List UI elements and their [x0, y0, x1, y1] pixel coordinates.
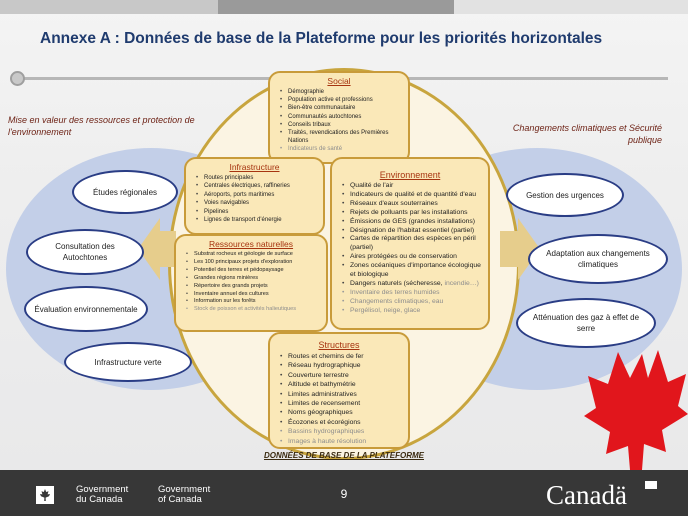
government-name-left — [76, 485, 128, 505]
list-item: • Stock de poisson et activités halieutiques — [186, 306, 320, 314]
canada-wordmark: Canadä — [546, 480, 627, 510]
box-infrastructure-list — [186, 172, 323, 224]
list-item: • Population active et professions — [280, 96, 402, 104]
gov-line: Government — [76, 484, 129, 495]
list-item: • Indicateurs de santé — [280, 145, 402, 153]
rule-dot — [10, 71, 25, 86]
pill-gestion-urgences: Gestion des urgences — [506, 173, 624, 217]
top-bar-segment — [218, 0, 454, 14]
top-bar-segment — [454, 0, 688, 14]
box-social-list — [270, 86, 408, 154]
gov-line: Government — [158, 484, 211, 495]
list-item: • Conseils tribaux — [280, 121, 402, 129]
box-social-title: Social — [327, 76, 351, 86]
footer-bar — [0, 470, 688, 516]
box-infrastructure — [184, 157, 325, 235]
box-ressources-list — [176, 249, 326, 314]
list-item: • Centrales électriques, raffineries — [196, 182, 317, 190]
list-item: • Les 100 principaux projets d'exploration — [186, 259, 320, 267]
maple-leaf-icon — [558, 348, 688, 470]
box-structures-title: Structures — [318, 340, 360, 350]
box-ressources-title: Ressources naturelles — [208, 239, 294, 249]
list-item: • Routes et chemins de fer — [280, 352, 402, 361]
left-caption: Mise en valeur des ressources et protection de l'environnement — [8, 115, 195, 137]
gov-line: du Canada — [76, 494, 123, 505]
list-item: • Substrat rocheux et géologie de surface — [186, 251, 320, 259]
list-item — [342, 280, 482, 289]
list-item: • Cartes de répartition des espèces en péril (partiel) — [342, 235, 482, 253]
list-item: • Inventaire annuel des cultures — [186, 291, 320, 299]
list-item: • Grandes régions minières — [186, 275, 320, 283]
list-item: • Couverture terrestre — [280, 371, 402, 380]
list-item: • Réseau hydrographique — [280, 361, 402, 370]
list-item: • Aires protégées ou de conservation — [342, 253, 482, 262]
canada-flag-icon — [26, 486, 64, 504]
box-structures-list — [270, 350, 408, 446]
pill-attenuation-ges: Atténuation des gaz à effet de serre — [516, 298, 656, 348]
list-item: • Information sur les forêts — [186, 298, 320, 306]
list-item: • Émissions de GES (grandes installations) — [342, 218, 482, 227]
top-color-bar — [0, 0, 688, 14]
list-item: • Potentiel des terres et pédopaysage — [186, 267, 320, 275]
list-item: • Qualité de l'air — [342, 182, 482, 191]
pill-adaptation-changements: Adaptation aux changements climatiques — [528, 234, 668, 284]
government-name-right — [158, 485, 210, 505]
list-item: • Réseaux d'eaux souterraines — [342, 200, 482, 209]
box-social — [268, 71, 410, 164]
list-item: • Traités, revendications des Premières Nations — [280, 129, 402, 145]
list-item: • Images à haute résolution — [280, 437, 402, 446]
list-item: • Aéroports, ports maritimes — [196, 191, 317, 199]
box-ressources-naturelles — [174, 234, 328, 332]
list-item: • Désignation de l'habitat essentiel (partiel) — [342, 227, 482, 236]
box-environnement-title: Environnement — [379, 170, 441, 180]
list-item: • Pergélisol, neige, glace — [342, 307, 482, 316]
slide-title: Annexe A : Données de base de la Plateforme pour les priorités horizontales — [40, 30, 603, 47]
right-arrow-shaft — [500, 231, 520, 267]
box-structures — [268, 332, 410, 449]
right-caption: Changements climatiques et Sécurité publique — [512, 123, 662, 145]
top-bar-segment — [0, 0, 218, 14]
list-item: • Zones océaniques d'importance écologique et biologique — [342, 262, 482, 280]
page-number: 9 — [340, 487, 348, 501]
list-item: • Altitude et bathymétrie — [280, 380, 402, 389]
list-item: • Pipelines — [196, 208, 317, 216]
list-item: • Rejets de polluants par les installations — [342, 209, 482, 218]
list-item-muted-text: incendie…) — [442, 279, 479, 287]
list-item: • Voies navigables — [196, 199, 317, 207]
wordmark-flag-icon — [645, 481, 657, 489]
box-environnement-list — [332, 180, 488, 316]
base-data-label: DONNÉES DE BASE DE LA PLATEFORME — [263, 451, 424, 460]
pill-evaluation-environnementale: Évaluation environnementale — [24, 286, 148, 332]
pill-etudes-regionales: Études régionales — [72, 170, 178, 214]
list-item: • Répertoire des grands projets — [186, 283, 320, 291]
gov-line: of Canada — [158, 494, 202, 505]
list-item-text: Dangers naturels (sécheresse, — [350, 279, 443, 287]
list-item: • Bassins hydrographiques — [280, 427, 402, 436]
list-item: • Indicateurs de qualité et de quantité d'eau — [342, 191, 482, 200]
list-item: • Changements climatiques, eau — [342, 298, 482, 307]
list-item: • Routes principales — [196, 174, 317, 182]
list-item: • Limites de recensement — [280, 399, 402, 408]
list-item: • Démographie — [280, 88, 402, 96]
list-item: • Écozones et écorégions — [280, 418, 402, 427]
list-item: • Communautés autochtones — [280, 113, 402, 121]
list-item: • Inventaire des terres humides — [342, 289, 482, 298]
list-item: • Lignes de transport d'énergie — [196, 216, 317, 224]
pill-consultation-autochtones: Consultation des Autochtones — [26, 229, 144, 275]
box-environnement — [330, 157, 490, 330]
pill-infrastructure-verte: Infrastructure verte — [64, 342, 192, 382]
box-infrastructure-title: Infrastructure — [229, 162, 280, 172]
list-item: • Limites administratives — [280, 390, 402, 399]
list-item: • Noms géographiques — [280, 408, 402, 417]
list-item: • Bien-être communautaire — [280, 104, 402, 112]
